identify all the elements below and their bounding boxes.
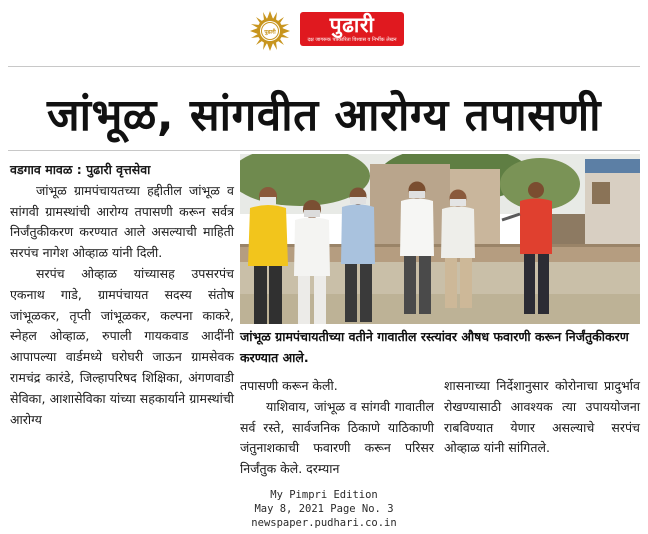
paragraph: सरपंच ओव्हाळ यांच्यासह उपसरपंच एकनाथ गाडे, ग्रामपंचायत सदस्य संतोष जांभूळकर, तृप्ती जांभूळकर, कल्पना काकरे, स्नेहल ओव्हाळ, रुपाली गायकवाड आदींनी आपापल्या वार्डमध्ये घरोघरी जाऊन ग्रामसेवक रामचंद्र कारंडे, जिल्हापरिषद शिक्षिका, अंगणवाडी सेविका, आशासेविका यांच्या सहकार्याने ग्रामस्थांची आरोग्य bbox=[10, 265, 234, 427]
edition-imprint bbox=[226, 488, 422, 532]
paragraph: जांभूळ ग्रामपंचायतच्या हद्दीतील जांभूळ व सांगवी ग्रामस्थांची आरोग्य तपासणी करून सर्वत्र निर्जंतुकीकरण करण्यात आले असल्याची माहिती सरपंच नागेश ओव्हाळ यांनी दिली. bbox=[10, 182, 234, 261]
photo-caption: जांभूळ ग्रामपंचायतीच्या वतीने गावातील रस्त्यांवर औषध फवारणी करून निर्जंतुकीकरण करण्यात आले. bbox=[240, 329, 629, 365]
seal-emblem-icon bbox=[250, 11, 290, 51]
left-column bbox=[10, 160, 234, 482]
headline: जांभूळ, सांगवीत आरोग्य तपासणी bbox=[46, 90, 602, 141]
middle-column bbox=[240, 376, 434, 484]
brand-logo bbox=[300, 12, 404, 46]
right-column bbox=[444, 376, 640, 484]
dateline: वडगाव मावळ : पुढारी वृत्तसेवा bbox=[10, 162, 151, 177]
edition-date-page: May 8, 2021 Page No. 3 bbox=[254, 503, 394, 515]
brand-name: पुढारी bbox=[329, 13, 375, 37]
paragraph: तपासणी करून केली. bbox=[240, 378, 338, 393]
masthead bbox=[0, 0, 648, 64]
article-photo bbox=[240, 154, 640, 324]
paragraph: याशिवाय, जांभूळ व सांगवी गावातील सर्व रस्ते, सार्वजनिक ठिकाणे याठिकाणी जंतुनाशकाची फवारणी करून परिसर निर्जंतुक केले. दरम्यान bbox=[240, 398, 434, 477]
paragraph: शासनाच्या निर्देशानुसार कोरोनाचा प्रादुर्भाव रोखण्यासाठी आवश्यक त्या उपाययोजना राबविण्यात येणार असल्याचे सरपंच ओव्हाळ यांनी सांगितले. bbox=[444, 378, 640, 456]
brand-tagline: दक्ष जागरूक पत्रकारिता विश्वास व निर्भीक लेखन bbox=[307, 37, 397, 43]
edition-site-link[interactable]: newspaper.pudhari.co.in bbox=[251, 517, 397, 529]
edition-name: My Pimpri Edition bbox=[270, 489, 378, 501]
seal-text: पुढारी bbox=[264, 29, 276, 36]
headline-rule bbox=[8, 150, 640, 151]
photo-scene bbox=[240, 154, 640, 324]
masthead-rule bbox=[8, 66, 640, 67]
